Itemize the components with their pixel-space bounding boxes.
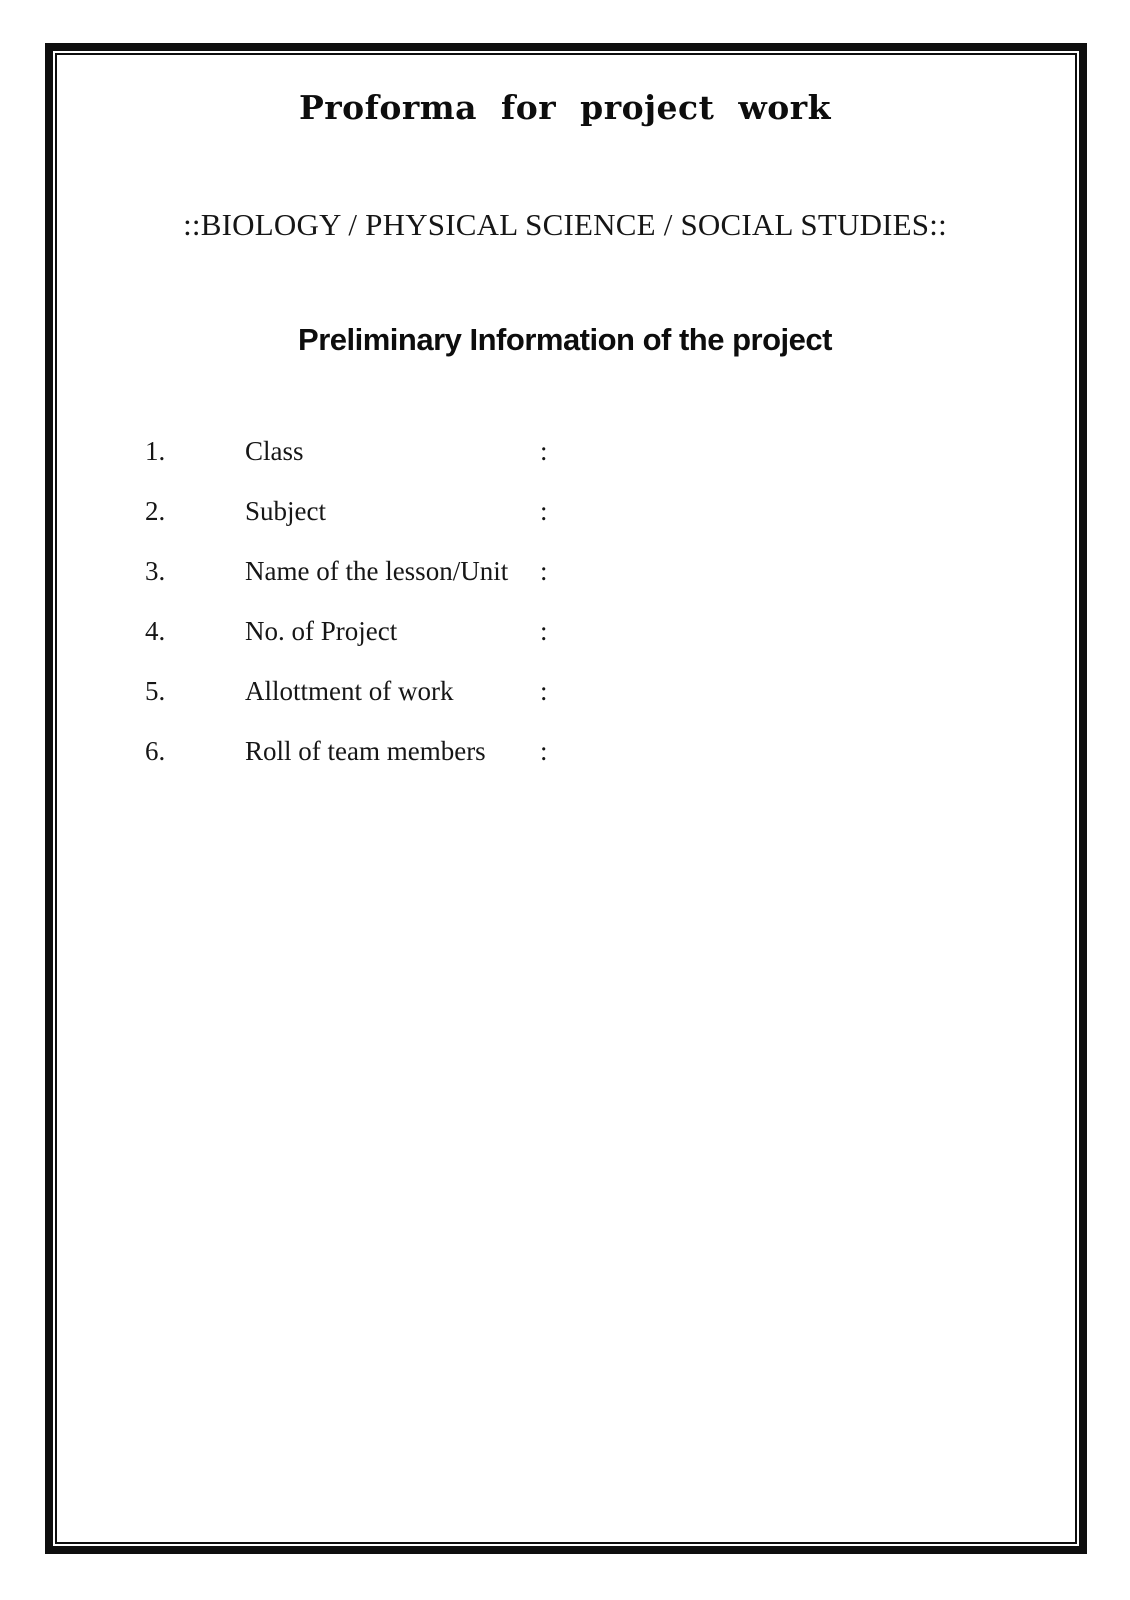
field-row-team-members bbox=[145, 734, 1070, 794]
document-title: Proforma for project work bbox=[298, 88, 832, 127]
fields-list bbox=[145, 434, 1070, 794]
field-number: 5. bbox=[145, 676, 166, 706]
field-row-subject bbox=[145, 494, 1070, 554]
page-border-outer bbox=[45, 43, 1087, 1554]
field-label: No. of Project bbox=[245, 616, 398, 646]
section-heading: Preliminary Information of the project bbox=[298, 322, 832, 357]
field-label: Class bbox=[245, 436, 304, 466]
field-row-class bbox=[145, 434, 1070, 494]
field-row-project-no bbox=[145, 614, 1070, 674]
field-colon: : bbox=[540, 736, 548, 766]
field-colon: : bbox=[540, 556, 548, 586]
subjects-line: ::BIOLOGY / PHYSICAL SCIENCE / SOCIAL STUDIES:: bbox=[183, 207, 947, 242]
field-row-lesson-unit bbox=[145, 554, 1070, 614]
field-label: Allottment of work bbox=[245, 676, 454, 706]
field-number: 6. bbox=[145, 736, 166, 766]
field-number: 3. bbox=[145, 556, 166, 586]
field-row-allottment bbox=[145, 674, 1070, 734]
field-label: Subject bbox=[245, 496, 326, 526]
field-colon: : bbox=[540, 676, 548, 706]
field-number: 1. bbox=[145, 436, 166, 466]
field-number: 4. bbox=[145, 616, 166, 646]
field-colon: : bbox=[540, 436, 548, 466]
field-label: Roll of team members bbox=[245, 736, 486, 766]
field-colon: : bbox=[540, 616, 548, 646]
field-colon: : bbox=[540, 496, 548, 526]
field-label: Name of the lesson/Unit bbox=[245, 556, 509, 586]
field-number: 2. bbox=[145, 496, 166, 526]
page-border-inner bbox=[55, 53, 1077, 1544]
